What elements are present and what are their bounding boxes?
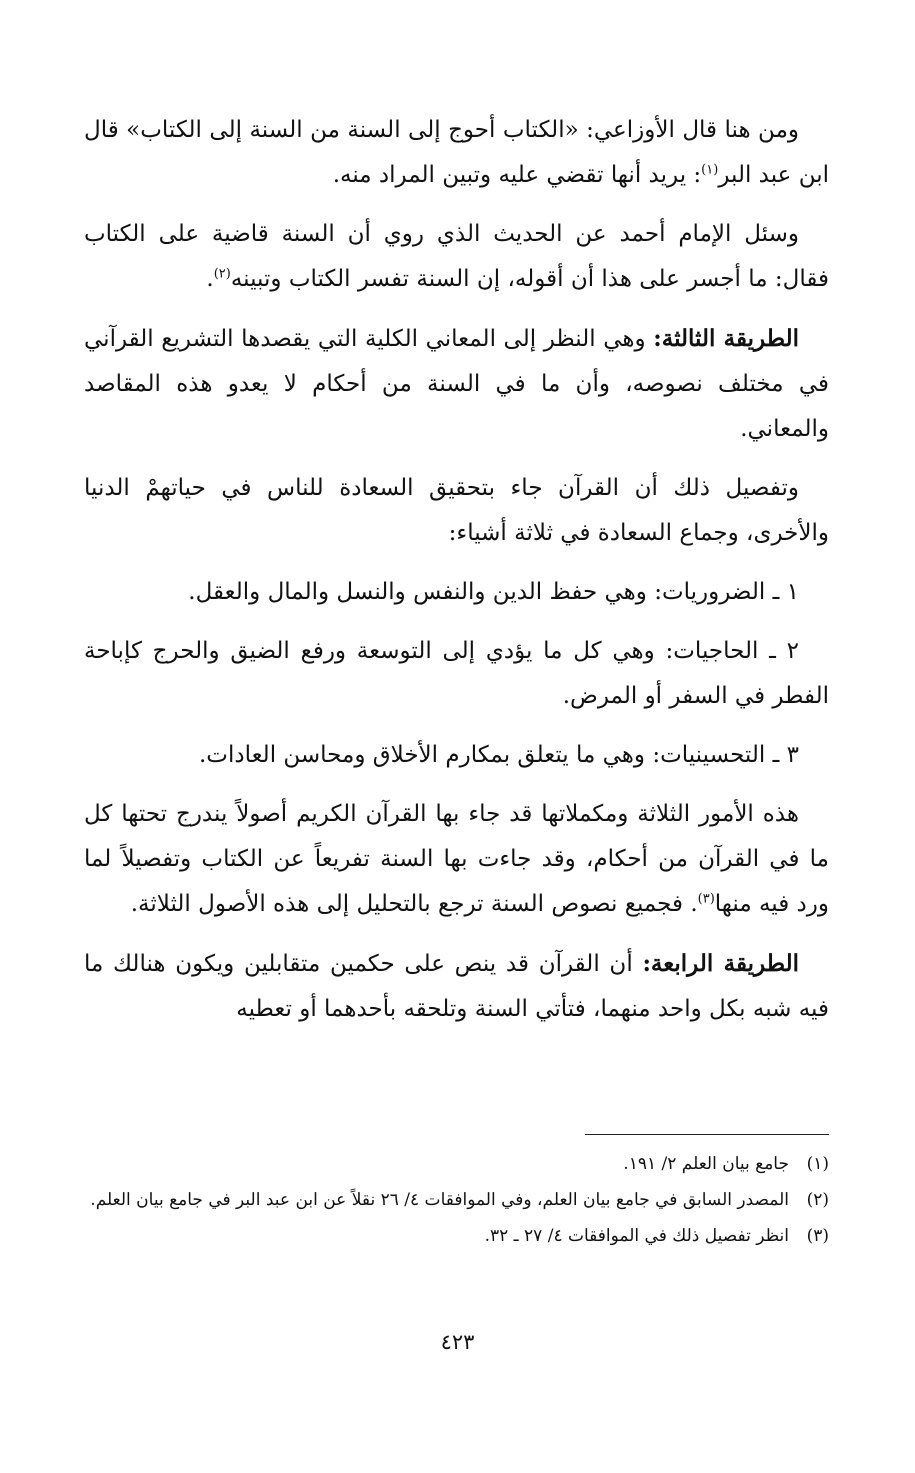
paragraph-fourth-method xyxy=(84,941,829,1032)
paragraph-text: : يريد أنها تقضي عليه وتبين المراد منه. xyxy=(332,162,702,188)
footnote-number: (٣) xyxy=(806,1226,829,1246)
footnote-ref-2[interactable]: (٢) xyxy=(213,266,231,282)
list-item-text: ٣ ـ التحسينيات: وهي ما يتعلق بمكارم الأخلاق ومحاسن العادات. xyxy=(198,742,799,768)
paragraph-text: أن القرآن قد ينص على حكمين متقابلين ويكون هنالك ما فيه شبه بكل واحد منهما، فتأتي السنة وتلحقه بأحدهما أو تعطيه xyxy=(84,951,829,1022)
footnote-2 xyxy=(84,1184,829,1216)
footnote-text: المصدر السابق في جامع بيان العلم، وفي الموافقات ٤/ ٢٦ نقلاً عن ابن عبد البر في جامع بيان العلم. xyxy=(90,1190,789,1210)
section-lead-third: الطريقة الثالثة: xyxy=(653,325,799,352)
paragraph-imam-ahmad xyxy=(84,212,829,302)
footnotes xyxy=(84,1148,829,1256)
list-item-text: ١ ـ الضروريات: وهي حفظ الدين والنفس والنسل والمال والعقل. xyxy=(188,579,799,605)
paragraph-text: . فجميع نصوص السنة ترجع بالتحليل إلى هذه الأصول الثلاثة. xyxy=(130,891,698,917)
list-item-daruriyat xyxy=(84,570,829,615)
section-lead-fourth: الطريقة الرابعة: xyxy=(642,950,799,977)
paragraph-text: . xyxy=(206,266,214,292)
footnote-number: (١) xyxy=(806,1154,829,1174)
footnote-1 xyxy=(84,1148,829,1180)
paragraph-awzai-quote xyxy=(84,108,829,198)
footnote-text: انظر تفصيل ذلك في الموافقات ٤/ ٢٧ ـ ٣٢. xyxy=(484,1226,789,1246)
list-item-text: ٢ ـ الحاجيات: وهي كل ما يؤدي إلى التوسعة ورفع الضيق والحرج كإباحة الفطر في السفر أو المرض. xyxy=(84,638,829,709)
paragraph-text: هذه الأمور الثلاثة ومكملاتها قد جاء بها القرآن الكريم أصولاً يندرج تحتها كل ما في القرآن من أحكام، وقد جاءت بها السنة تفريعاً عن الكتاب وتفصيلاً لما ورد فيه منها xyxy=(84,801,829,917)
page-body xyxy=(84,108,829,1046)
list-item-tahsiniyat xyxy=(84,733,829,778)
list-item-hajiyat xyxy=(84,629,829,719)
paragraph-text: وسئل الإمام أحمد عن الحديث الذي روي أن السنة قاضية على الكتاب فقال: ما أجسر على هذا أن أقوله، إن السنة تفسر الكتاب وتبينه xyxy=(84,221,829,292)
paragraph-three-matters xyxy=(84,792,829,927)
footnote-number: (٢) xyxy=(806,1190,829,1210)
paragraph-text: وهي النظر إلى المعاني الكلية التي يقصدها التشريع القرآني في مختلف نصوصه، وأن ما في السنة من أحكام لا يعدو هذه المقاصد والمعاني. xyxy=(84,326,829,442)
footnote-text: جامع بيان العلم ٢/ ١٩١. xyxy=(623,1154,789,1174)
footnote-divider xyxy=(585,1134,829,1135)
footnote-ref-1[interactable]: (١) xyxy=(701,162,719,178)
footnote-ref-3[interactable]: (٣) xyxy=(697,891,715,907)
footnote-3 xyxy=(84,1220,829,1252)
paragraph-text: وتفصيل ذلك أن القرآن جاء بتحقيق السعادة للناس في حياتهمْ الدنيا والأخرى، وجماع السعادة في ثلاثة أشياء: xyxy=(84,475,829,546)
paragraph-text: ومن هنا قال الأوزاعي: «الكتاب أحوج إلى السنة من السنة إلى الكتاب» قال ابن عبد البر xyxy=(84,117,829,188)
paragraph-details xyxy=(84,466,829,556)
page-number: ٤٢٣ xyxy=(440,1330,475,1354)
paragraph-third-method xyxy=(84,316,829,452)
